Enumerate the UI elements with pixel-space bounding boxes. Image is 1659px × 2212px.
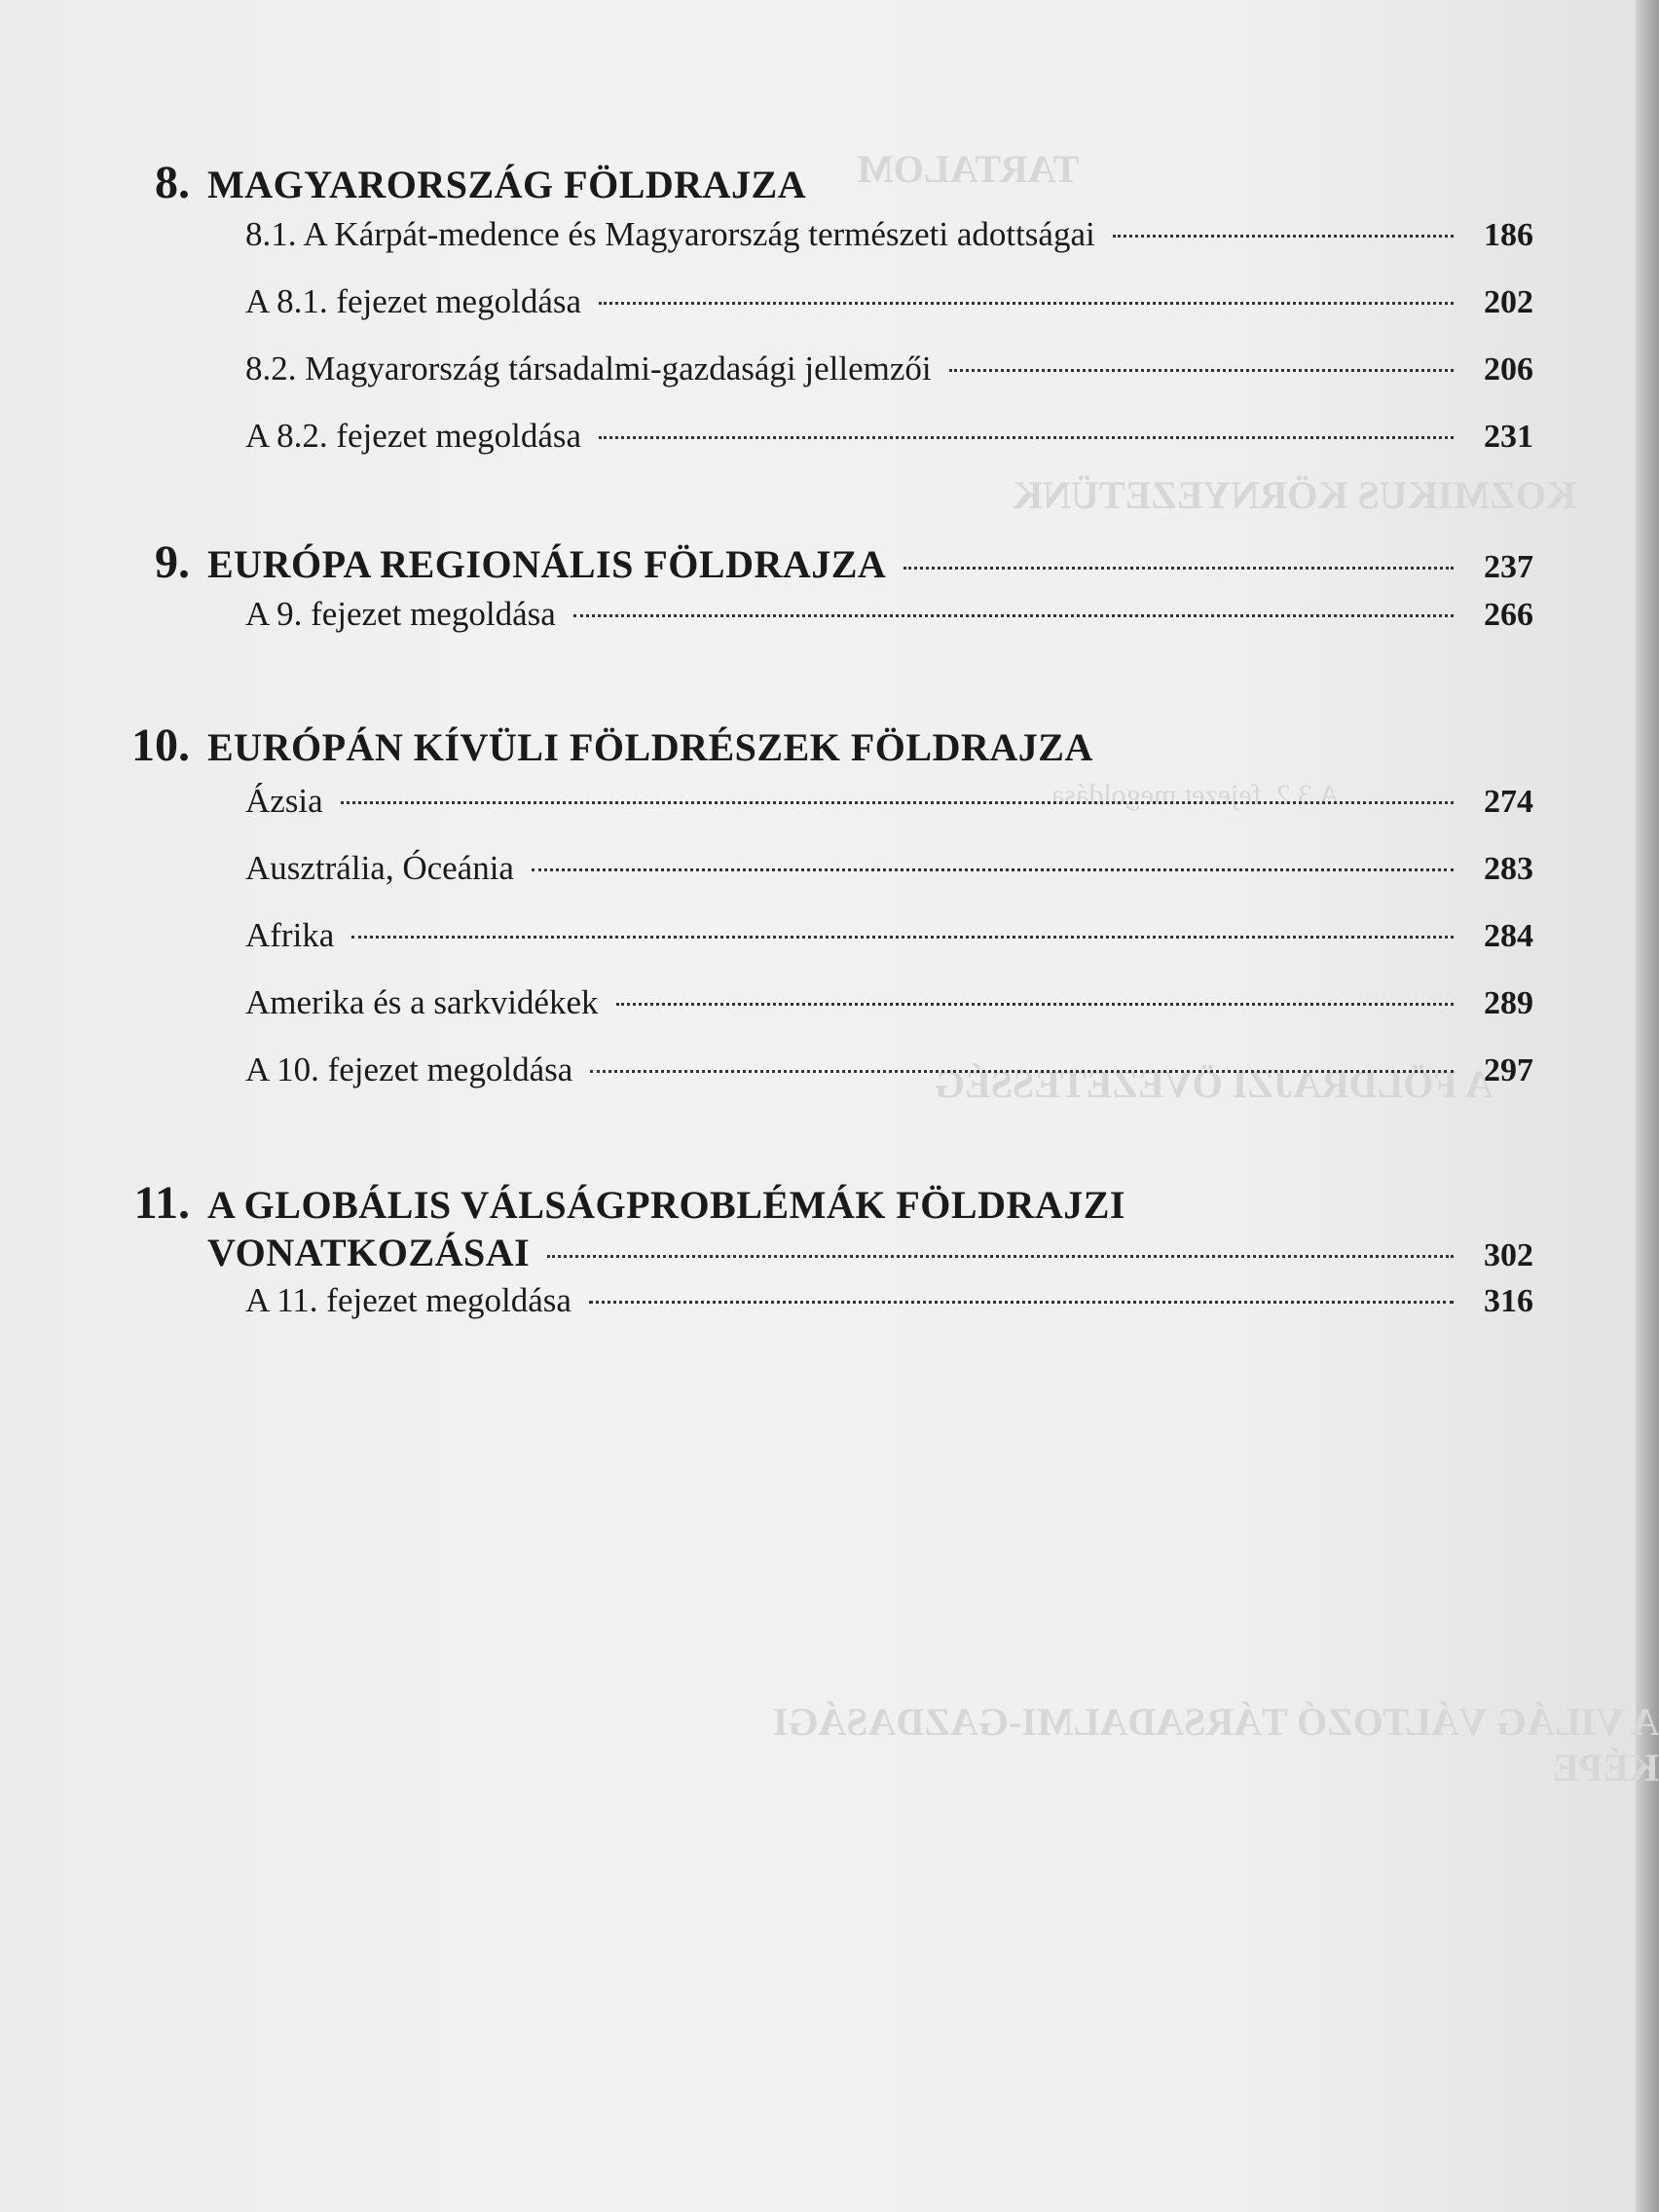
dot-leader xyxy=(589,1301,1454,1304)
entry-page: 206 xyxy=(1484,351,1533,387)
chapter-8 xyxy=(112,156,1533,484)
entry-title: Ázsia xyxy=(245,782,323,820)
chapter-page: 237 xyxy=(1484,549,1533,585)
show-through-text: TARTALOM xyxy=(857,147,1080,191)
entry-title: A 11. fejezet megoldása xyxy=(245,1281,571,1319)
entry-title: A 8.1. fejezet megoldása xyxy=(245,282,582,320)
entry-title: A 9. fejezet megoldása xyxy=(245,595,556,633)
dot-leader xyxy=(616,1003,1455,1006)
entry-page: 283 xyxy=(1484,851,1533,887)
chapter-title: EURÓPÁN KÍVÜLI FÖLDRÉSZEK FÖLDRAJZA xyxy=(207,725,1093,769)
entry-title: 8.2. Magyarország társadalmi-gazdasági jellemzői xyxy=(245,350,932,387)
dot-leader xyxy=(1113,235,1454,238)
show-through-text: A FÖLDRAJZI ÖVEZETESSÉG xyxy=(935,1062,1493,1106)
toc-entry[interactable] xyxy=(245,282,1533,350)
chapter-11 xyxy=(112,1176,1533,1348)
dot-leader xyxy=(590,1070,1454,1073)
show-through-text: A 3.2. fejezet megoldása xyxy=(1051,779,1340,811)
toc-entry[interactable] xyxy=(245,782,1533,849)
entry-page: 316 xyxy=(1484,1283,1533,1319)
toc-entry[interactable] xyxy=(245,417,1533,484)
chapter-10 xyxy=(112,719,1533,1118)
show-through-text: A VILÁG VÁLTOZÓ TÁRSADALMI-GAZDASÁGI KÉPE xyxy=(772,1700,1659,1789)
dot-leader xyxy=(532,868,1454,871)
chapter-title-line-2: VONATKOZÁSAI xyxy=(207,1231,531,1274)
toc-entry[interactable] xyxy=(245,595,1533,662)
dot-leader xyxy=(341,801,1454,804)
entry-title: Amerika és a sarkvidékek xyxy=(245,983,599,1021)
entry-page: 274 xyxy=(1484,784,1533,820)
entry-title: Afrika xyxy=(245,916,335,954)
toc-entry[interactable] xyxy=(245,350,1533,417)
chapter-heading xyxy=(112,1176,1533,1230)
entry-title: Ausztrália, Óceánia xyxy=(245,849,514,887)
chapter-heading[interactable] xyxy=(112,535,1533,589)
chapter-title-line-1: A GLOBÁLIS VÁLSÁGPROBLÉMÁK FÖLDRAJZI xyxy=(207,1183,1125,1227)
entry-page: 266 xyxy=(1484,597,1533,633)
entry-page: 284 xyxy=(1484,918,1533,954)
dot-leader xyxy=(903,567,1454,570)
entry-title: A 10. fejezet megoldása xyxy=(245,1051,573,1088)
toc-entry[interactable] xyxy=(245,849,1533,916)
chapter-number: 11. xyxy=(133,1177,190,1229)
chapter-heading xyxy=(112,156,1533,209)
entry-title: A 8.2. fejezet megoldása xyxy=(245,417,582,455)
chapter-number: 9. xyxy=(155,536,190,588)
dot-leader xyxy=(547,1255,1454,1258)
toc-entry[interactable] xyxy=(245,215,1533,282)
chapter-heading xyxy=(112,719,1533,772)
chapter-title: EURÓPA REGIONÁLIS FÖLDRAJZA xyxy=(207,542,887,586)
toc-entry[interactable] xyxy=(245,916,1533,983)
dot-leader xyxy=(949,369,1454,372)
chapter-number: 10. xyxy=(131,719,190,771)
toc-entry[interactable] xyxy=(245,1051,1533,1118)
toc-entry[interactable] xyxy=(245,983,1533,1051)
entry-page: 231 xyxy=(1484,419,1533,455)
dot-leader xyxy=(351,936,1454,939)
chapter-title: MAGYARORSZÁG FÖLDRAJZA xyxy=(207,163,807,206)
toc-entry[interactable] xyxy=(245,1281,1533,1348)
entry-page: 289 xyxy=(1484,985,1533,1021)
dot-leader xyxy=(573,614,1454,617)
chapter-page: 302 xyxy=(1484,1237,1533,1273)
entry-title: 8.1. A Kárpát-medence és Magyarország természeti adottságai xyxy=(245,215,1095,253)
chapter-number: 8. xyxy=(155,157,190,208)
dot-leader xyxy=(599,436,1454,439)
chapter-9 xyxy=(112,535,1533,662)
entry-page: 202 xyxy=(1484,284,1533,320)
show-through-text: KOZMIKUS KÖRNYEZETÜNK xyxy=(1013,473,1576,517)
entry-page: 297 xyxy=(1484,1052,1533,1088)
dot-leader xyxy=(599,302,1454,305)
chapter-heading-continued[interactable] xyxy=(207,1230,1533,1275)
entry-page: 186 xyxy=(1484,217,1533,253)
